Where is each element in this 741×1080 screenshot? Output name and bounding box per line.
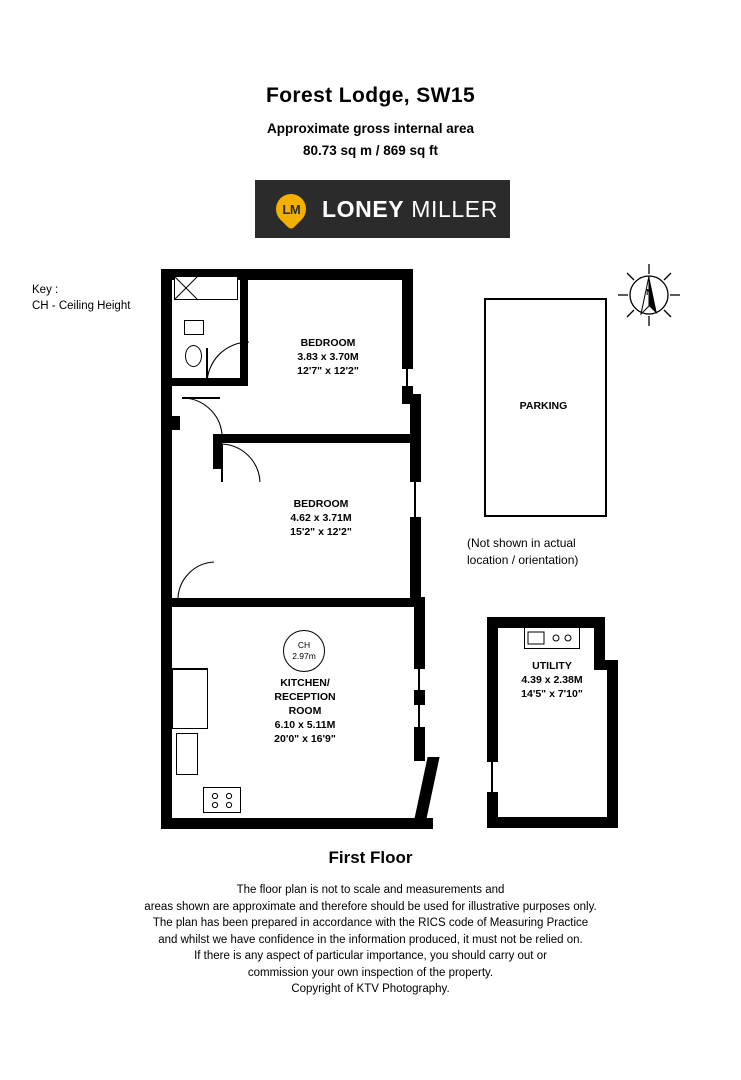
- kitchen-counter-left: [172, 669, 208, 729]
- kitchen-sink-icon: [176, 733, 198, 775]
- compass-icon: [612, 258, 686, 332]
- disclaimer-line-2: areas shown are approximate and therefore should be used for illustrative purposes only.: [144, 900, 597, 913]
- area-value: 80.73 sq m / 869 sq ft: [302, 143, 439, 158]
- kitchen-name-line-1: KITCHEN/: [280, 677, 330, 689]
- kitchen-label: [225, 676, 385, 746]
- kitchen-metric: 6.10 x 5.11M: [274, 719, 336, 731]
- utility-wall-left-lower: [487, 684, 498, 828]
- kitchen-imperial: 20'0" x 16'9": [274, 733, 336, 745]
- svg-text:N: N: [646, 288, 652, 297]
- bedroom1-label: [243, 336, 413, 378]
- bedroom2-imperial: 15'2" x 12'2": [290, 526, 352, 538]
- logo-monogram: LM: [282, 201, 300, 217]
- bedroom1-imperial: 12'7" x 12'2": [297, 365, 359, 377]
- utility-metric: 4.39 x 2.38M: [521, 674, 583, 686]
- logo-wordmark: [322, 196, 498, 223]
- wall-exterior-right-lower-b: [414, 690, 425, 705]
- bedroom1-metric: 3.83 x 3.70M: [297, 351, 359, 363]
- kitchen-name-line-2: RECEPTION: [274, 691, 336, 703]
- bedroom2-name: BEDROOM: [293, 498, 349, 510]
- wall-exterior-left: [161, 269, 172, 829]
- utility-sink-icon: [524, 627, 580, 649]
- logo-word-1: LONEY: [322, 195, 405, 222]
- door-hall-1-icon: [180, 396, 224, 436]
- brand-logo: [255, 180, 510, 238]
- legend-title: Key :: [32, 284, 59, 296]
- toilet-icon: [185, 345, 202, 367]
- map-pin-icon: [270, 188, 312, 230]
- wall-corner-bevel: [414, 757, 439, 819]
- wall-exterior-right-upper-b: [402, 386, 413, 394]
- window-line-kitchen-2: [418, 705, 420, 727]
- wall-exterior-right-lower: [414, 597, 425, 669]
- utility-label: [492, 659, 612, 701]
- door-bedroom2-icon: [220, 442, 262, 484]
- bedroom2-label: [226, 497, 416, 539]
- wall-left-bump: [172, 416, 180, 430]
- wall-exterior-right-lower-c: [414, 727, 425, 761]
- ceiling-height-label: CH: [297, 640, 311, 650]
- disclaimer-line-4: and whilst we have confidence in the information produced, it must not be relied on.: [158, 933, 583, 946]
- bedroom1-name: BEDROOM: [300, 337, 356, 349]
- disclaimer-line-3: The plan has been prepared in accordance with the RICS code of Measuring Practice: [152, 917, 589, 929]
- utility-wall-bottom: [487, 817, 618, 828]
- parking-label: PARKING: [519, 400, 568, 412]
- disclaimer: [0, 882, 741, 998]
- disclaimer-line-1: The floor plan is not to scale and measurements and: [236, 884, 505, 896]
- logo-word-2: MILLER: [411, 195, 498, 222]
- utility-imperial: 14'5" x 7'10": [521, 688, 583, 700]
- floor-name: First Floor: [328, 848, 413, 867]
- legend-key: [32, 282, 130, 314]
- kitchen-name-line-3: ROOM: [288, 705, 322, 717]
- parking-note-line-2: location / orientation): [467, 553, 579, 567]
- hob-burners-icon: [203, 787, 241, 813]
- window-line-kitchen-1: [418, 669, 420, 690]
- legend-item-ceiling-height: CH - Ceiling Height: [32, 300, 131, 312]
- parking-note-line-1: (Not shown in actual: [467, 536, 576, 550]
- parking-note: [467, 535, 667, 569]
- bedroom2-metric: 4.62 x 3.71M: [290, 512, 352, 524]
- disclaimer-line-6: commission your own inspection of the property.: [247, 966, 494, 979]
- wall-exterior-bottom: [161, 818, 433, 829]
- disclaimer-line-7: Copyright of KTV Photography.: [291, 983, 450, 995]
- wall-interior-kitchen-top: [196, 598, 416, 607]
- ceiling-height-marker: [283, 630, 325, 672]
- disclaimer-line-5: If there is any aspect of particular importance, you should carry out or: [194, 950, 547, 962]
- kitchen-counter-edge: [172, 668, 208, 669]
- door-kitchen-icon: [176, 560, 216, 600]
- bathtub-detail-icon: [172, 274, 242, 306]
- utility-name: UTILITY: [532, 660, 572, 672]
- ceiling-height-value: 2.97m: [292, 651, 316, 661]
- basin-icon: [184, 320, 204, 335]
- page-title: Forest Lodge, SW15: [265, 84, 476, 107]
- area-label: Approximate gross internal area: [266, 121, 475, 136]
- utility-door-line: [491, 762, 493, 792]
